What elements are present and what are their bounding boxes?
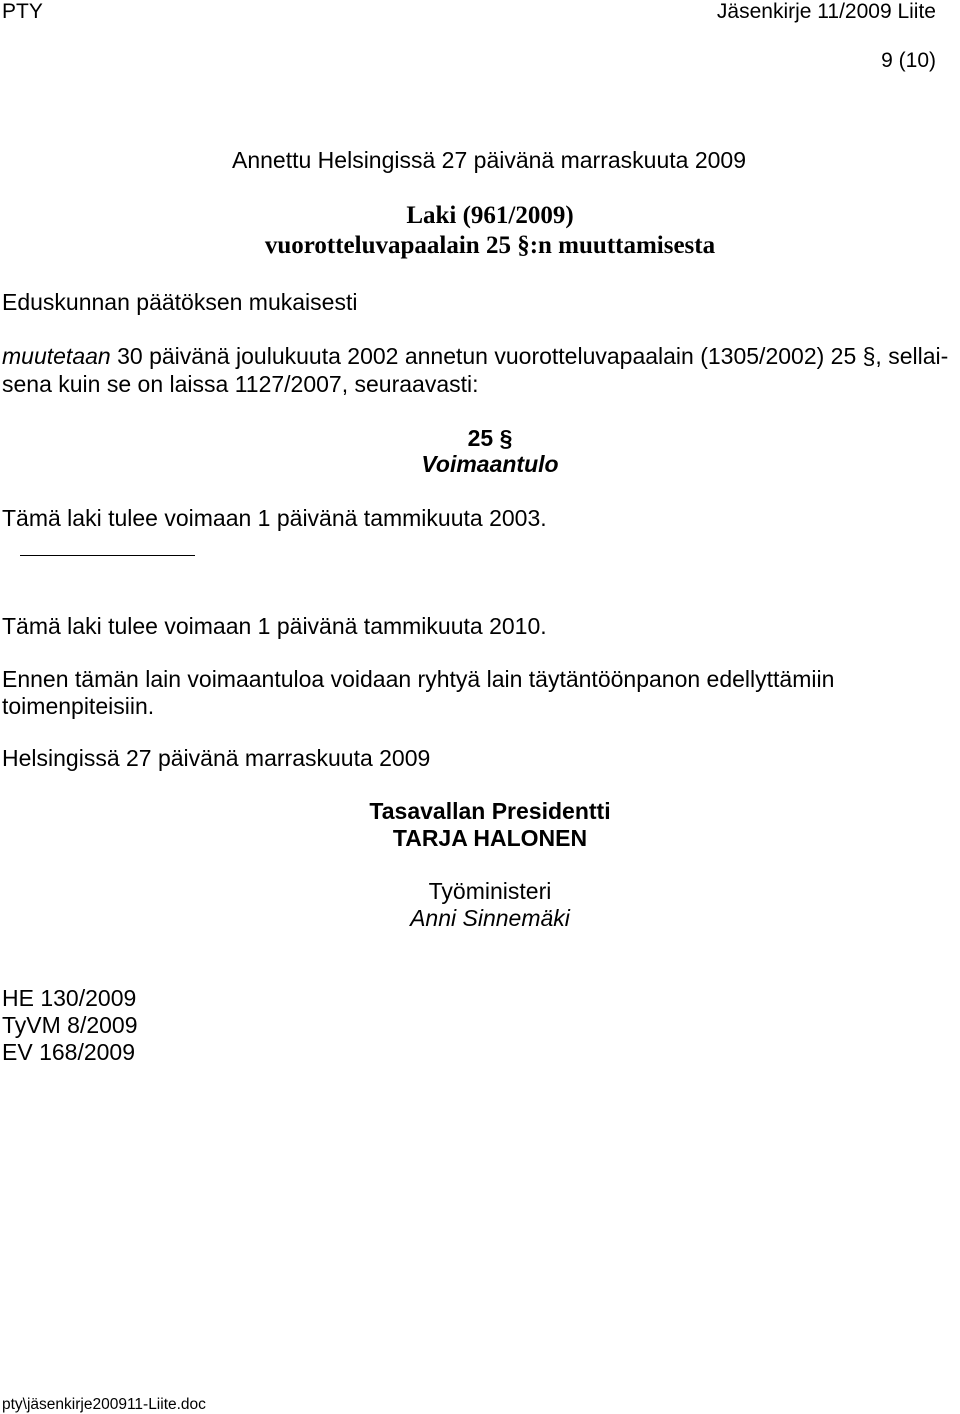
section-text: Tämä laki tulee voimaan 1 päivänä tammikuuta 2003. <box>2 505 547 531</box>
law-subtitle: vuorotteluvapaalain 25 §:n muuttamisesta <box>264 232 716 259</box>
reference-item: HE 130/2009 <box>2 985 137 1011</box>
section-number: 25 § <box>467 425 513 451</box>
reference-item: TyVM 8/2009 <box>2 1012 138 1038</box>
president-name: TARJA HALONEN <box>392 825 588 851</box>
preparatory-measures-line-2: toimenpiteisiin. <box>2 693 155 719</box>
entry-into-force: Tämä laki tulee voimaan 1 päivänä tammikuuta 2010. <box>2 613 547 639</box>
section-heading: Voimaantulo <box>421 451 559 477</box>
enacting-clause: Eduskunnan päätöksen mukaisesti <box>2 289 358 315</box>
amendment-line-2: sena kuin se on laissa 1127/2007, seuraavasti: <box>2 371 479 397</box>
place-and-date: Helsingissä 27 päivänä marraskuuta 2009 <box>2 745 431 771</box>
footer-file-path: pty\jäsenkirje200911-Liite.doc <box>2 1396 206 1413</box>
reference-item: EV 168/2009 <box>2 1039 136 1065</box>
amendment-line-1 <box>2 342 948 370</box>
president-title: Tasavallan Presidentti <box>369 798 611 824</box>
law-title: Laki (961/2009) <box>406 202 574 229</box>
header-organization: PTY <box>2 0 43 23</box>
amendment-keyword: muutetaan <box>2 343 111 369</box>
amendment-line-1-text: 30 päivänä joulukuuta 2002 annetun vuorotteluvapaalain (1305/2002) 25 §, sellai- <box>117 343 949 369</box>
issued-line: Annettu Helsingissä 27 päivänä marraskuuta 2009 <box>232 147 746 173</box>
header-document-title: Jäsenkirje 11/2009 Liite <box>716 0 936 23</box>
minister-title: Työministeri <box>428 878 552 904</box>
page-number: 9 (10) <box>881 49 936 72</box>
separator-line <box>20 555 195 556</box>
preparatory-measures-line-1: Ennen tämän lain voimaantuloa voidaan ryhtyä lain täytäntöönpanon edellyttämiin <box>2 666 835 692</box>
minister-name: Anni Sinnemäki <box>410 905 570 931</box>
